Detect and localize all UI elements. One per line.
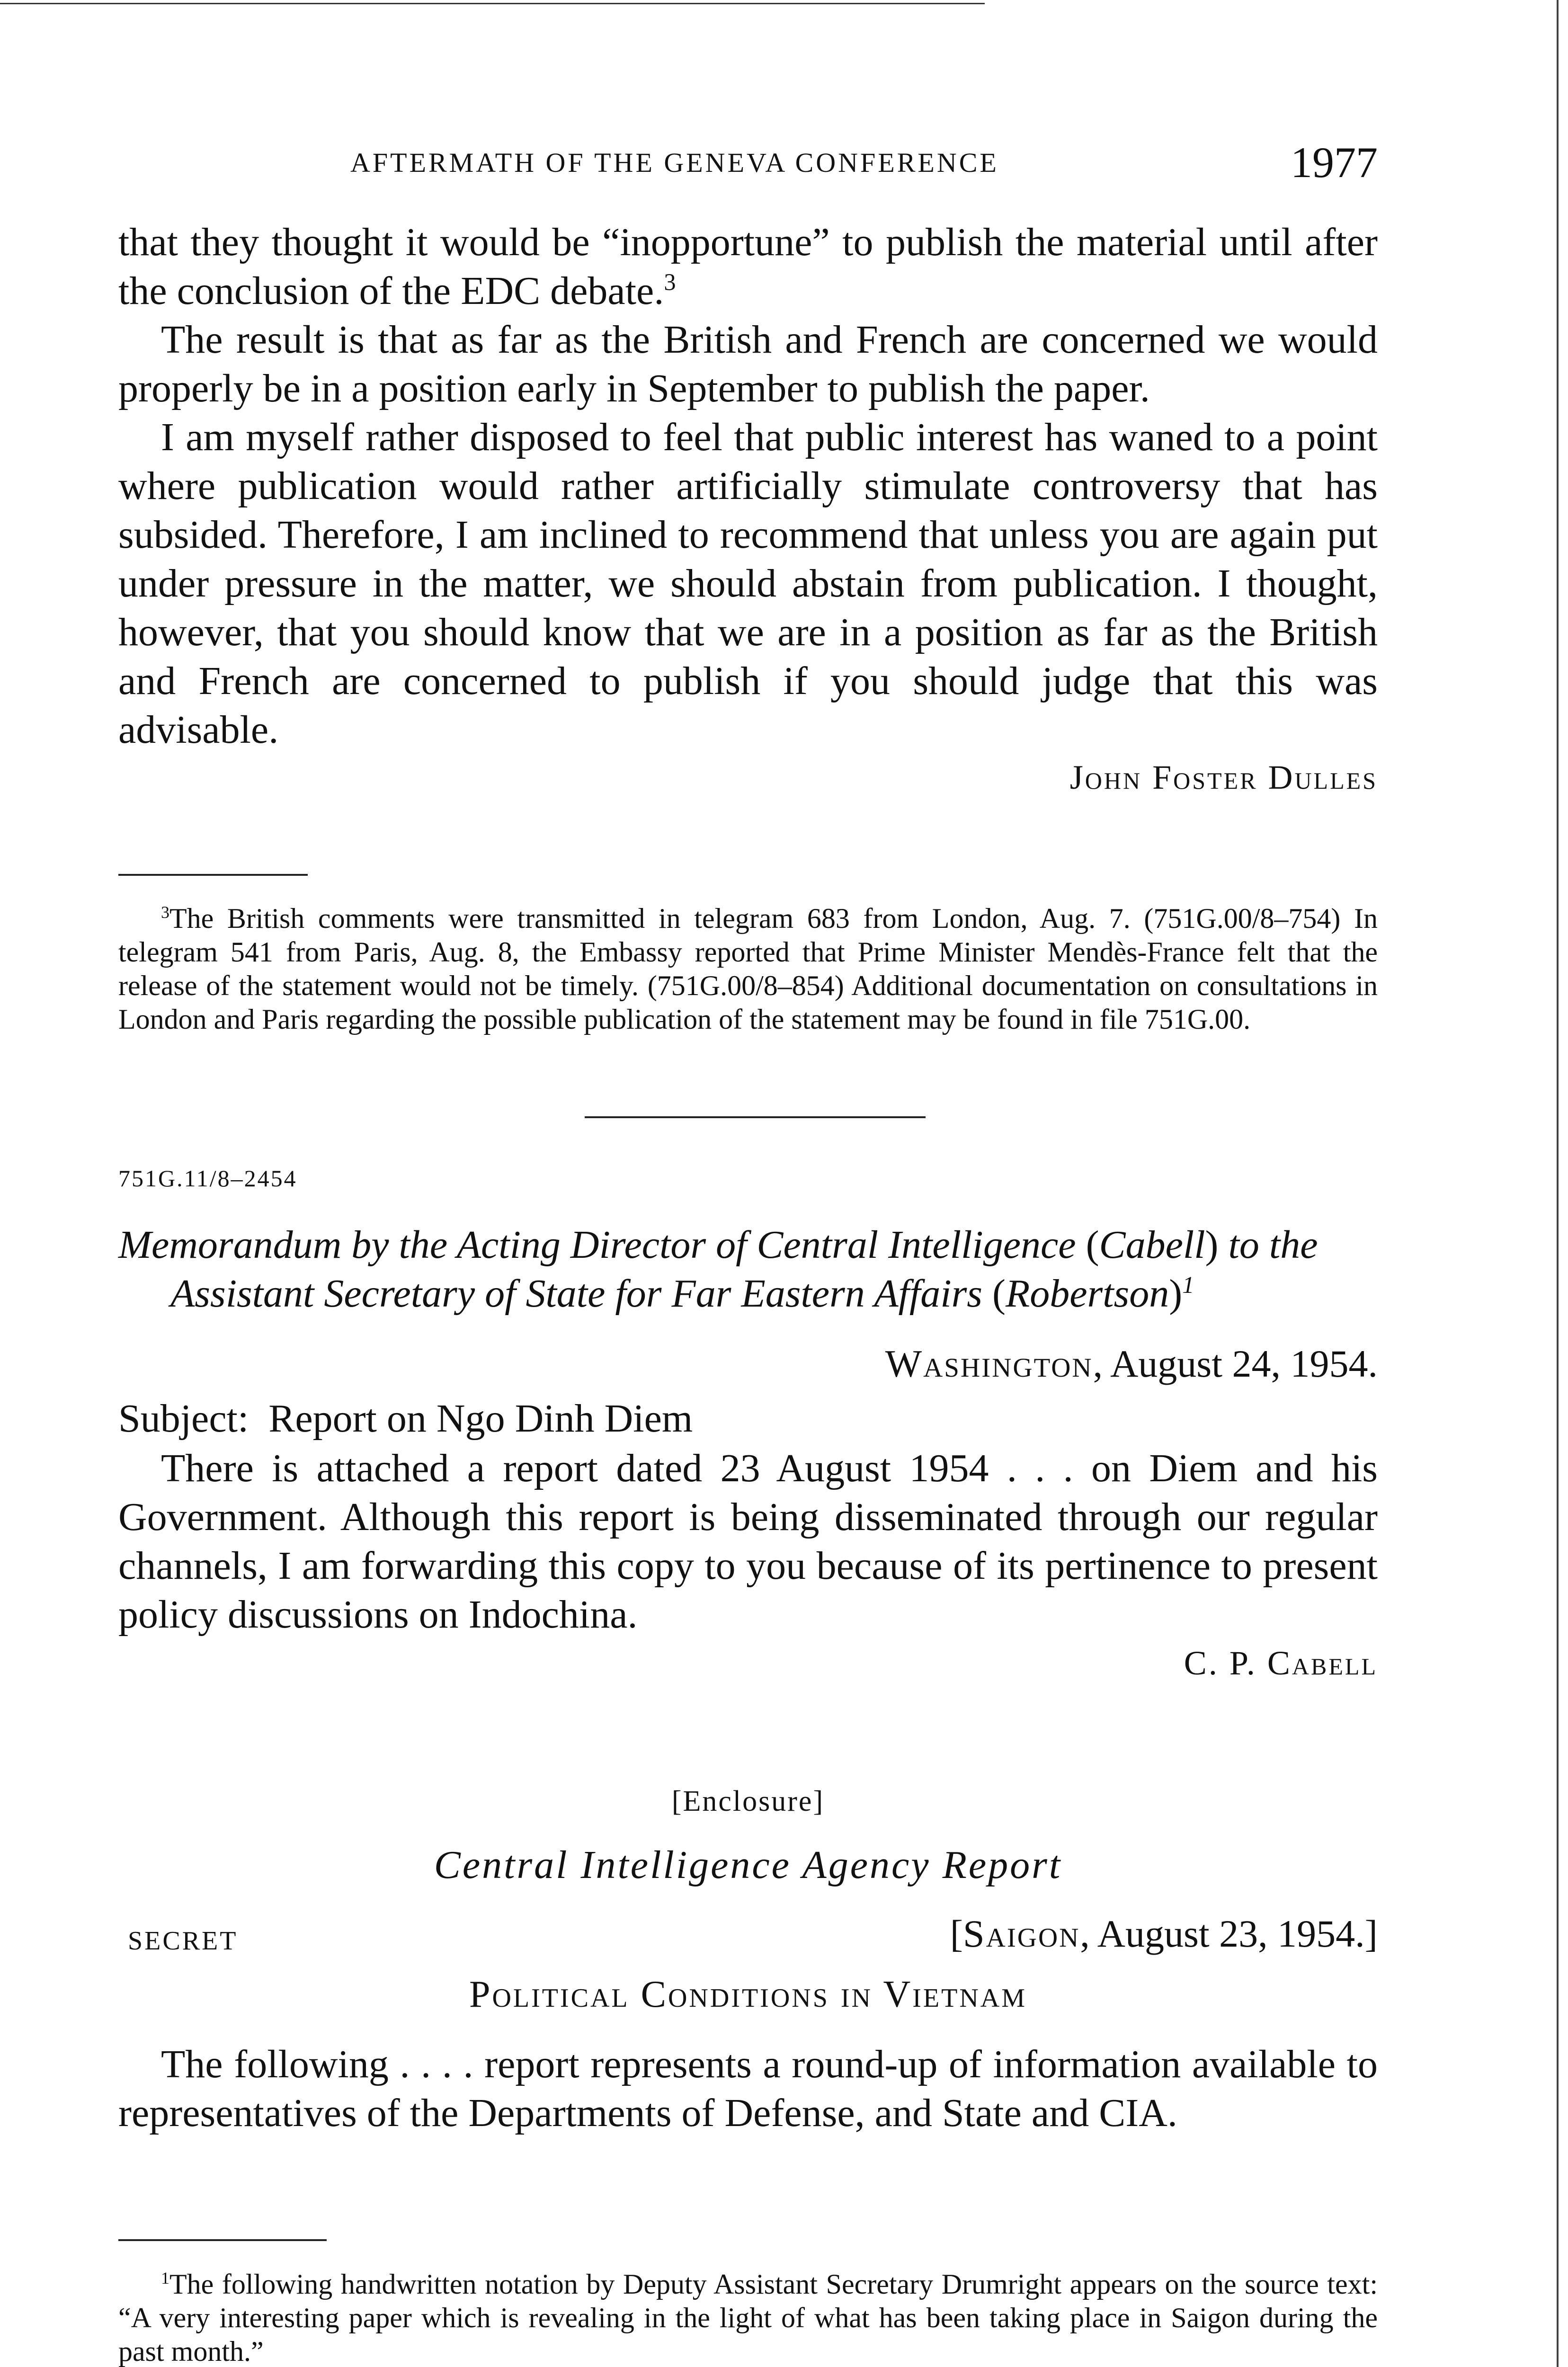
document-separator bbox=[585, 1116, 926, 1118]
memo-subject: Subject: Report on Ngo Dinh Diem bbox=[118, 1397, 693, 1441]
page-number: 1977 bbox=[1291, 138, 1378, 187]
footnote-ref-3: 3 bbox=[664, 269, 676, 295]
classification-row bbox=[118, 1912, 1378, 1964]
memo-dateline: Washington, August 24, 1954. bbox=[885, 1342, 1378, 1385]
document-title: Memorandum by the Acting Director of Central Intelligence (Cabell) to the Assistant Secretary of State for Far Eastern Affairs (Robertson)$^1$ bbox=[118, 1223, 1318, 1316]
continuation-paragraph-2: The result is that as far as the British and French are concerned we would properly be in a position early in September to publish the paper. bbox=[118, 318, 1378, 410]
memo-section bbox=[118, 1165, 1378, 1683]
footnote-rule-2 bbox=[118, 2239, 327, 2241]
footnote-1 bbox=[118, 2268, 1378, 2367]
report-title: Central Intelligence Agency Report bbox=[434, 1843, 1062, 1887]
signature-cabell: C. P. Cabell bbox=[1184, 1644, 1378, 1682]
footnote-ref-1: 1 bbox=[1182, 1272, 1194, 1298]
continuation-paragraph-1: that they thought it would be “inopportune” to publish the material until after the conclusion of the EDC debate.$^3$ bbox=[118, 220, 1378, 313]
report-date: [Saigon, August 23, 1954.] bbox=[950, 1912, 1378, 1955]
signature-dulles: John Foster Dulles bbox=[1069, 758, 1378, 796]
top-rule bbox=[0, 3, 985, 4]
classification-marking: SECRET bbox=[128, 1926, 238, 1956]
footnote-3-text: The British comments were transmitted in telegram 683 from London, Aug. 7. (751G.00/8–754) In telegram 541 from Paris, Aug. 8, the Embassy reported that Prime Minister Mendès-France felt that the release of the statement would not be timely. (751G.00/8–854) Additional documentation on consultations in London and Paris regarding the possible publication of the statement may be found in file 751G.00. bbox=[118, 903, 1378, 1035]
file-number: 751G.11/8–2454 bbox=[118, 1165, 297, 1192]
footnote-3 bbox=[118, 902, 1378, 1036]
footnote-1-text: The following handwritten notation by Deputy Assistant Secretary Drumright appears on the source text: “A very interesting paper which is revealing in the light of what has been taking place in Saigon during the past month.” bbox=[118, 2269, 1378, 2367]
enclosure-body: The following . . . . report represents a round-up of information available to representatives of the Departments of Defense, and State and CIA. bbox=[118, 2042, 1378, 2135]
memo-body: There is attached a report dated 23 August 1954 . . . on Diem and his Government. Although this report is being disseminated through our regular channels, I am forwarding this copy to you because of its pertinence to present policy discussions on Indochina. bbox=[118, 1446, 1378, 1637]
page-edge bbox=[1557, 0, 1559, 2367]
footnote-rule bbox=[118, 874, 308, 876]
running-title: AFTERMATH OF THE GENEVA CONFERENCE bbox=[350, 147, 999, 178]
continuation-paragraph-3: I am myself rather disposed to feel that public interest has waned to a point where publication would rather artificially stimulate controversy that has subsided. Therefore, I am inclined to recommend that unless you are again put under pressure in the matter, we should abstain from publication. I thought, however, that you should know that we are in a position as far as the British and French are concerned to publish if you should judge that this was advisable. bbox=[118, 415, 1378, 752]
enclosure-section bbox=[118, 1785, 1378, 2137]
enclosure-label: [Enclosure] bbox=[671, 1785, 825, 1817]
footnote-mark-1: 1 bbox=[161, 2269, 169, 2287]
continuation-section bbox=[118, 218, 1378, 797]
page-header bbox=[118, 137, 1378, 189]
section-title: Political Conditions in Vietnam bbox=[469, 1974, 1027, 2015]
footnote-mark-3: 3 bbox=[161, 903, 169, 922]
